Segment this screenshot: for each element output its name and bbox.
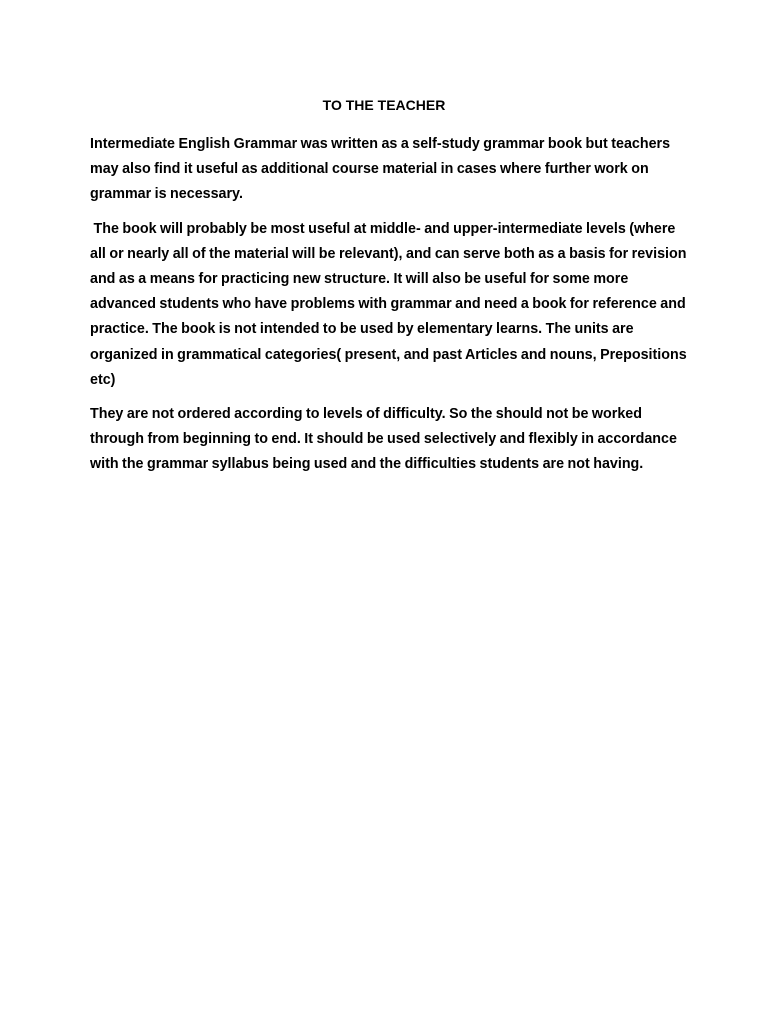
paragraph-levels: The book will probably be most useful at middle- and upper-intermediate levels (where all or nearly all of the material will be relevant), and can serve both as a basis for revision and as a means for practicing new structure. It will also be useful for some more advanced students who have problems with grammar and need a book for reference and practice. The book is not intended to be used by elementary learns. The units are organized in grammatical categories( present, and past Articles and nouns, Prepositions etc) (90, 220, 691, 388)
document-title: TO THE TEACHER (322, 97, 446, 113)
paragraph-ordering: They are not ordered according to levels of difficulty. So the should not be worked through from beginning to end. It should be used selectively and flexibly in accordance with the grammar syllabus being used and the difficulties students are not having. (90, 406, 681, 473)
paragraph-intro: Intermediate English Grammar was written as a self-study grammar book but teachers may also find it useful as additional course material in cases where further work on grammar is necessary. (90, 136, 674, 203)
document-body (90, 132, 690, 492)
